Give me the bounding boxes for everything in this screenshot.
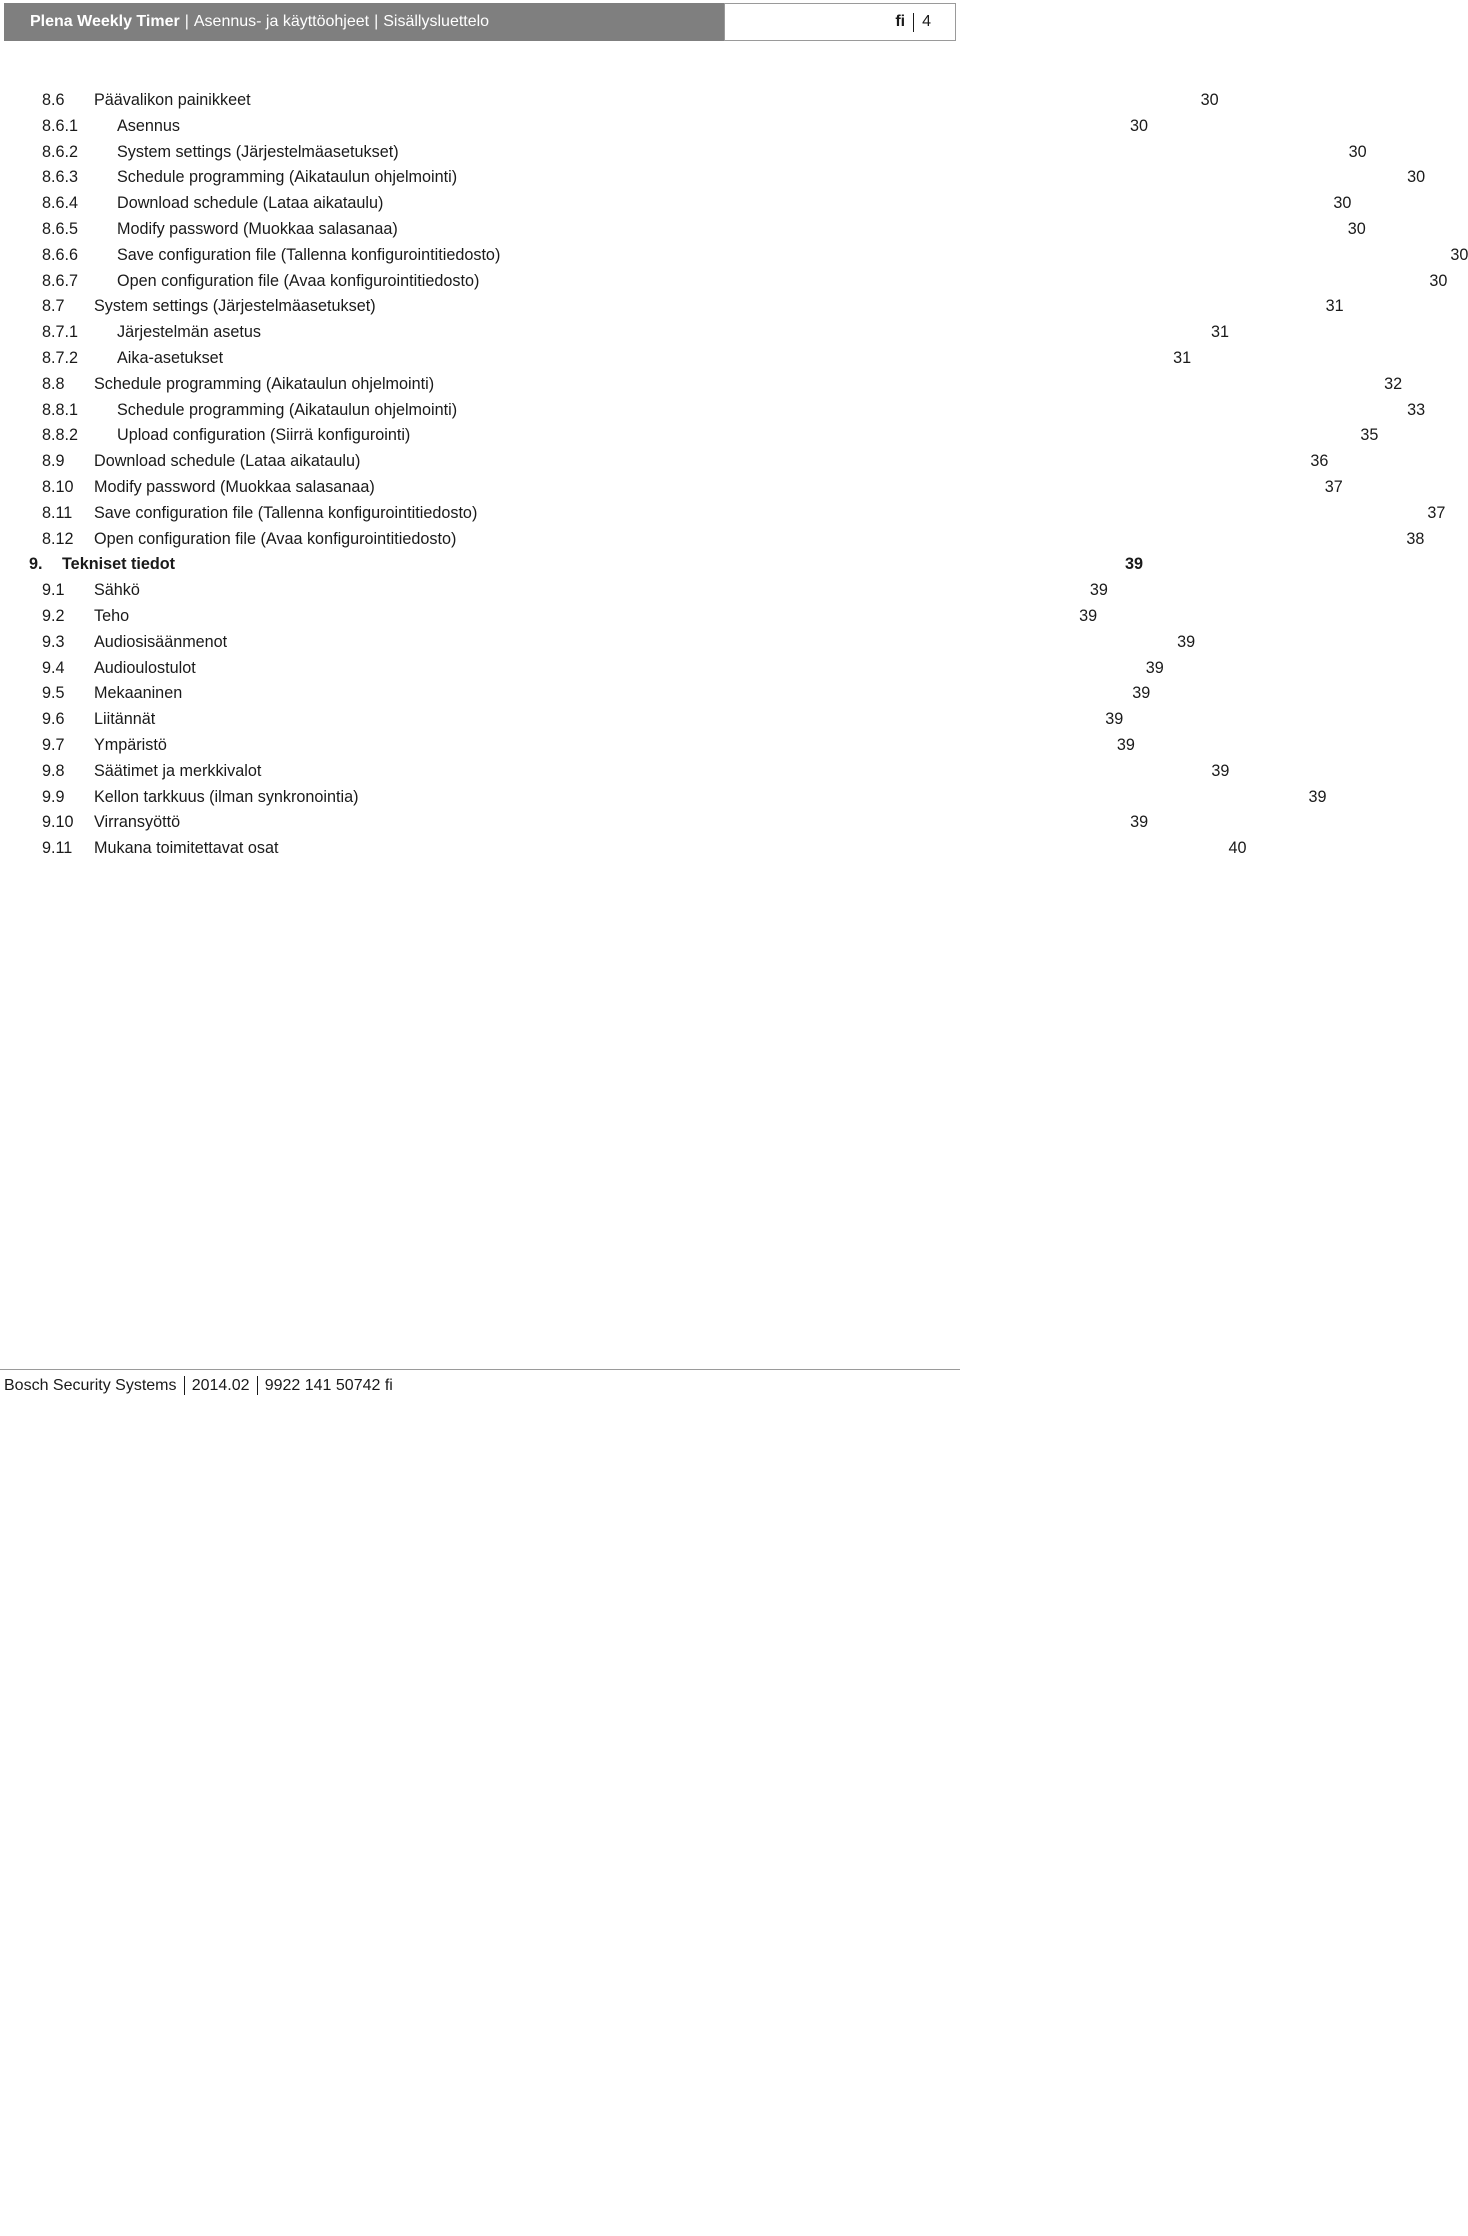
header-separator: | (184, 13, 189, 30)
toc-entry[interactable] (0, 294, 1344, 320)
toc-entry-page: 39 (1145, 658, 1164, 677)
toc-entry-page: 32 (1384, 374, 1403, 393)
toc-entry-label: Päävalikon painikkeet (94, 91, 251, 109)
toc-entry-label: Sähkö (94, 581, 140, 600)
toc-entry-label: Järjestelmän asetus (117, 323, 261, 342)
toc-entry-page: 39 (1132, 684, 1151, 703)
toc-entry-label: Download schedule (Lataa aikataulu) (117, 194, 384, 213)
toc-entry-label: System settings (Järjestelmäasetukset) (94, 297, 376, 316)
toc-entry-page: 39 (1308, 787, 1327, 806)
toc-entry[interactable] (0, 810, 1149, 836)
toc-entry-page: 37 (1324, 477, 1343, 496)
toc-entry-number: 8.6.3 (42, 168, 79, 187)
toc-entry-number: 9.7 (42, 735, 65, 754)
toc-entry-label: Liitännät (94, 710, 156, 729)
footer-divider (184, 1376, 185, 1395)
toc-entry[interactable] (0, 165, 1426, 191)
toc-entry-number: 9.1 (42, 581, 65, 600)
toc-entry-number: 9.11 (42, 839, 73, 858)
footer-divider (257, 1376, 258, 1395)
toc-entry-page: 37 (1427, 503, 1446, 522)
toc-entry-page: 40 (1228, 839, 1247, 858)
toc-entry-page: 39 (1089, 581, 1108, 600)
toc-entry-page: 30 (1333, 194, 1352, 213)
toc-entry-page: 30 (1347, 219, 1366, 238)
toc-entry-number: 9.4 (42, 658, 65, 677)
toc-entry-number: 8.8.1 (42, 400, 79, 419)
toc-entry-page: 39 (1211, 761, 1230, 780)
toc-entry[interactable] (0, 604, 1098, 630)
footer-doc-id: 9922 141 50742 fi (264, 1376, 393, 1394)
toc-entry-page: 39 (1105, 710, 1124, 729)
toc-entry-number: 8.11 (42, 503, 73, 522)
footer (4, 1376, 393, 1395)
toc-entry[interactable] (0, 398, 1426, 424)
toc-entry[interactable] (0, 449, 1329, 475)
toc-entry-label: Save configuration file (Tallenna konfigurointitiedosto) (117, 245, 501, 264)
toc-entry[interactable] (0, 243, 1468, 269)
toc-entry-page: 31 (1173, 348, 1192, 367)
toc-entry[interactable] (0, 836, 1247, 862)
table-of-contents (0, 88, 1468, 862)
toc-entry-page: 35 (1360, 426, 1379, 445)
toc-entry-label: Schedule programming (Aikataulun ohjelmointi) (117, 168, 458, 187)
toc-entry-number: 8.7 (42, 297, 65, 316)
toc-entry[interactable] (0, 656, 1164, 682)
toc-entry-number: 8.6.1 (42, 116, 79, 135)
product-title: Plena Weekly Timer (30, 13, 180, 30)
toc-entry-number: 8.6.6 (42, 245, 79, 264)
toc-entry-page: 39 (1079, 606, 1098, 625)
toc-entry[interactable] (0, 423, 1379, 449)
toc-entry[interactable] (0, 681, 1151, 707)
toc-entry-label: Modify password (Muokkaa salasanaa) (117, 219, 398, 238)
language-code: fi (895, 13, 906, 30)
toc-entry[interactable] (0, 527, 1425, 553)
toc-entry[interactable] (0, 733, 1135, 759)
toc-entry-number: 8.6.2 (42, 142, 79, 161)
toc-entry[interactable] (0, 140, 1367, 166)
toc-entry-page: 30 (1200, 91, 1219, 109)
toc-entry-page: 31 (1325, 297, 1344, 316)
toc-entry-label: Modify password (Muokkaa salasanaa) (94, 477, 375, 496)
toc-entry-label: Save configuration file (Tallenna konfigurointitiedosto) (94, 503, 478, 522)
toc-entry-number: 9.5 (42, 684, 65, 703)
toc-entry[interactable] (0, 191, 1352, 217)
toc-entry-page: 33 (1407, 400, 1426, 419)
toc-entry-page: 38 (1406, 529, 1425, 548)
toc-entry-page: 36 (1310, 452, 1329, 471)
toc-entry-label: Tekniset tiedot (62, 555, 176, 574)
toc-entry-page: 39 (1125, 555, 1144, 574)
toc-entry-label: Audioulostulot (94, 658, 196, 677)
toc-entry[interactable] (0, 217, 1366, 243)
toc-entry[interactable] (0, 475, 1343, 501)
header-page-box (724, 3, 956, 41)
toc-entry[interactable] (0, 707, 1124, 733)
toc-entry-label: Audiosisäänmenot (94, 632, 228, 651)
toc-entry[interactable] (0, 114, 1148, 140)
toc-entry-body (94, 836, 1247, 2236)
toc-entry-label: Schedule programming (Aikataulun ohjelmointi) (117, 400, 458, 419)
toc-entry[interactable] (0, 269, 1448, 295)
toc-entry-number: 9.3 (42, 632, 65, 651)
toc-entry-number: 9.10 (42, 813, 74, 832)
doc-type: Asennus- ja käyttöohjeet (193, 13, 370, 30)
toc-entry-number: 9. (29, 555, 43, 574)
toc-entry-label: Säätimet ja merkkivalot (94, 761, 262, 780)
toc-entry-page: 39 (1116, 735, 1135, 754)
toc-entry-label: Kellon tarkkuus (ilman synkronointia) (94, 787, 359, 806)
toc-entry-page: 30 (1348, 142, 1367, 161)
toc-entry-number: 8.8 (42, 374, 65, 393)
toc-entry[interactable] (0, 552, 1144, 578)
toc-entry-number: 9.6 (42, 710, 65, 729)
toc-entry-number: 8.6.4 (42, 194, 79, 213)
toc-entry[interactable] (0, 88, 1219, 114)
toc-entry-number: 9.8 (42, 761, 65, 780)
toc-entry-label: Open configuration file (Avaa konfigurointitiedosto) (117, 271, 480, 290)
toc-entry[interactable] (0, 578, 1108, 604)
toc-entry-label: Asennus (117, 116, 180, 135)
header-divider (913, 13, 914, 32)
toc-entry-number: 9.2 (42, 606, 65, 625)
toc-entry[interactable] (0, 785, 1327, 811)
footer-date: 2014.02 (191, 1376, 250, 1394)
toc-entry[interactable] (0, 630, 1196, 656)
section-name: Sisällysluettelo (383, 13, 490, 30)
toc-entry-label: System settings (Järjestelmäasetukset) (117, 142, 399, 161)
toc-entry[interactable] (0, 759, 1230, 785)
toc-entry-page: 30 (1407, 168, 1426, 187)
toc-entry-number: 8.9 (42, 452, 65, 471)
toc-entry-label: Ympäristö (94, 735, 167, 754)
toc-entry-number: 8.7.1 (42, 323, 79, 342)
toc-entry-number: 8.6.5 (42, 219, 79, 238)
toc-entry[interactable] (0, 346, 1192, 372)
toc-entry-number: 8.6 (42, 91, 65, 109)
toc-entry-label: Schedule programming (Aikataulun ohjelmointi) (94, 374, 435, 393)
toc-entry-number: 8.6.7 (42, 271, 79, 290)
toc-entry-page: 39 (1177, 632, 1196, 651)
toc-entry-page: 30 (1450, 245, 1468, 264)
toc-entry-number: 8.10 (42, 477, 74, 496)
toc-entry[interactable] (0, 501, 1446, 527)
header-title-bar (4, 3, 724, 41)
toc-entry-page: 30 (1429, 271, 1448, 290)
toc-entry-page: 30 (1129, 116, 1148, 135)
toc-entry-page: 31 (1210, 323, 1229, 342)
footer-rule (0, 1369, 960, 1370)
footer-company: Bosch Security Systems (4, 1376, 177, 1394)
toc-entry-label: Download schedule (Lataa aikataulu) (94, 452, 361, 471)
toc-entry-label: Mukana toimitettavat osat (94, 839, 279, 858)
toc-entry-number: 8.12 (42, 529, 74, 548)
toc-entry-number: 8.7.2 (42, 348, 79, 367)
toc-entry-label: Upload configuration (Siirrä konfigurointi) (117, 426, 411, 445)
toc-entry-label: Virransyöttö (94, 813, 181, 832)
toc-entry-label: Teho (94, 606, 130, 625)
toc-entry[interactable] (0, 372, 1403, 398)
toc-entry-number: 9.9 (42, 787, 65, 806)
toc-entry-page: 39 (1130, 813, 1149, 832)
header-separator: | (374, 13, 379, 30)
toc-entry[interactable] (0, 320, 1229, 346)
toc-entry-number: 8.8.2 (42, 426, 79, 445)
toc-entry-label: Open configuration file (Avaa konfigurointitiedosto) (94, 529, 457, 548)
toc-entry-label: Aika-asetukset (117, 348, 224, 367)
page-number: 4 (922, 13, 931, 30)
toc-entry-label: Mekaaninen (94, 684, 183, 703)
